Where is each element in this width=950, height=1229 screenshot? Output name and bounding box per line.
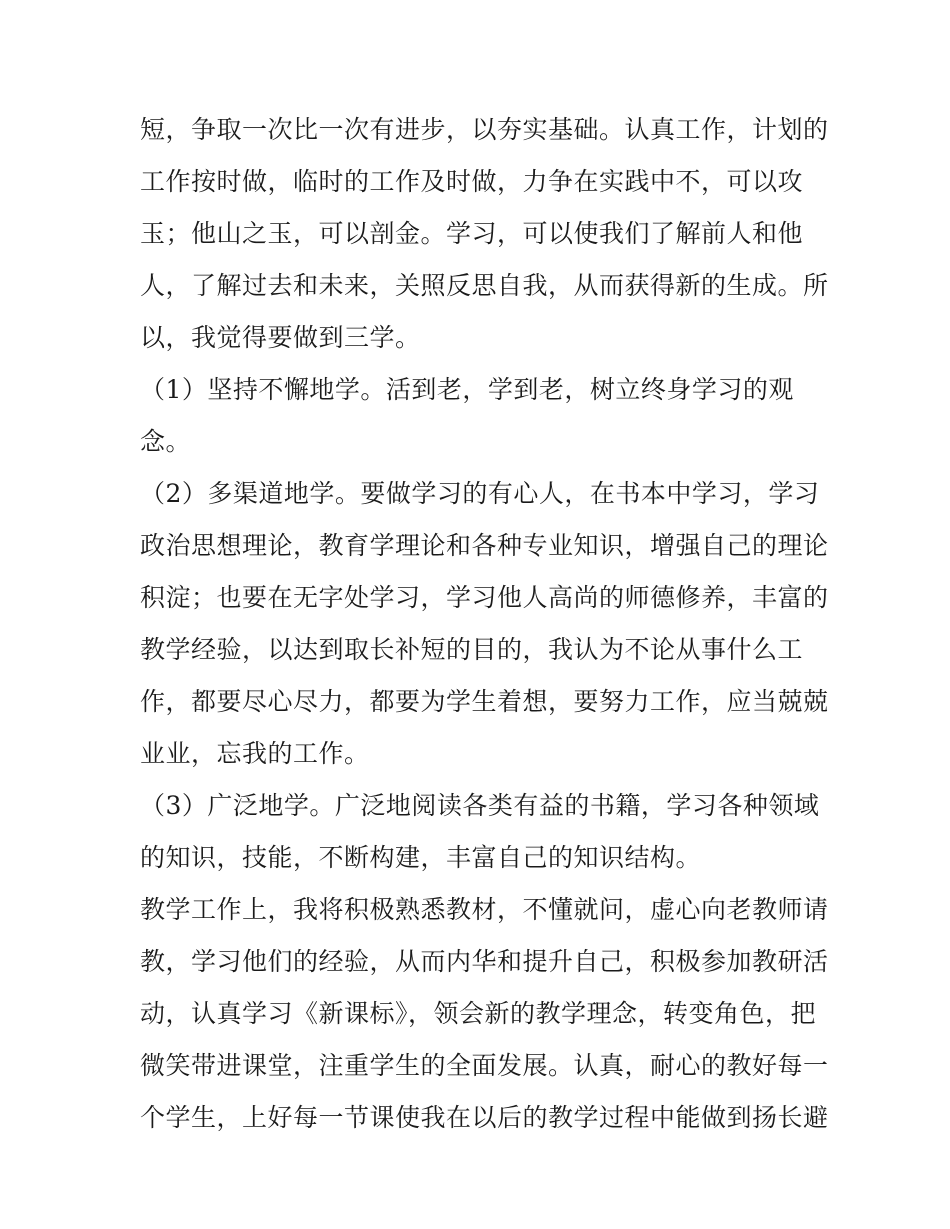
- text-line: 动，认真学习《新课标》，领会新的教学理念，转变角色，把: [140, 999, 817, 1028]
- text-line: 政治思想理论，教育学理论和各种专业知识，增强自己的理论: [140, 531, 829, 560]
- text-line: 教学工作上，我将积极熟悉教材，不懂就问，虚心向老教师请: [140, 895, 829, 924]
- text-line: 短，争取一次比一次有进步，以夯实基础。认真工作，计划的: [140, 115, 829, 144]
- text-line: 玉；他山之玉，可以剖金。学习，可以使我们了解前人和他: [140, 219, 804, 248]
- text-line: （2）多渠道地学。要做学习的有心人，在书本中学习，学习: [140, 479, 820, 508]
- text-line: 积淀；也要在无字处学习，学习他人高尚的师德修养，丰富的: [140, 583, 829, 612]
- text-line: 以，我觉得要做到三学。: [140, 323, 421, 352]
- text-line: 人，了解过去和未来，关照反思自我，从而获得新的生成。所: [140, 271, 829, 300]
- paragraph-item-1: [140, 364, 820, 468]
- paragraph-item-2: [140, 468, 829, 780]
- text-line: 的知识，技能，不断构建，丰富自己的知识结构。: [140, 843, 702, 872]
- paragraph-continuation: [140, 104, 829, 364]
- text-line: 业业，忘我的工作。: [140, 739, 370, 768]
- text-line: 教学经验，以达到取长补短的目的，我认为不论从事什么工: [140, 635, 804, 664]
- paragraph-teaching: [140, 884, 829, 1144]
- text-line: 微笑带进课堂，注重学生的全面发展。认真，耐心的教好每一: [140, 1051, 829, 1080]
- text-line: （1）坚持不懈地学。活到老，学到老，树立终身学习的观: [140, 375, 794, 404]
- document-body: [140, 104, 829, 1144]
- text-line: 工作按时做，临时的工作及时做，力争在实践中不，可以攻: [140, 167, 804, 196]
- paragraph-item-3: [140, 780, 820, 884]
- text-line: 教，学习他们的经验，从而内华和提升自己，积极参加教研活: [140, 947, 829, 976]
- text-line: 作，都要尽心尽力，都要为学生着想，要努力工作，应当兢兢: [140, 687, 829, 716]
- text-line: 个学生，上好每一节课使我在以后的教学过程中能做到扬长避: [140, 1103, 829, 1132]
- text-line: 念。: [140, 427, 192, 456]
- text-line: （3）广泛地学。广泛地阅读各类有益的书籍，学习各种领域: [140, 791, 820, 820]
